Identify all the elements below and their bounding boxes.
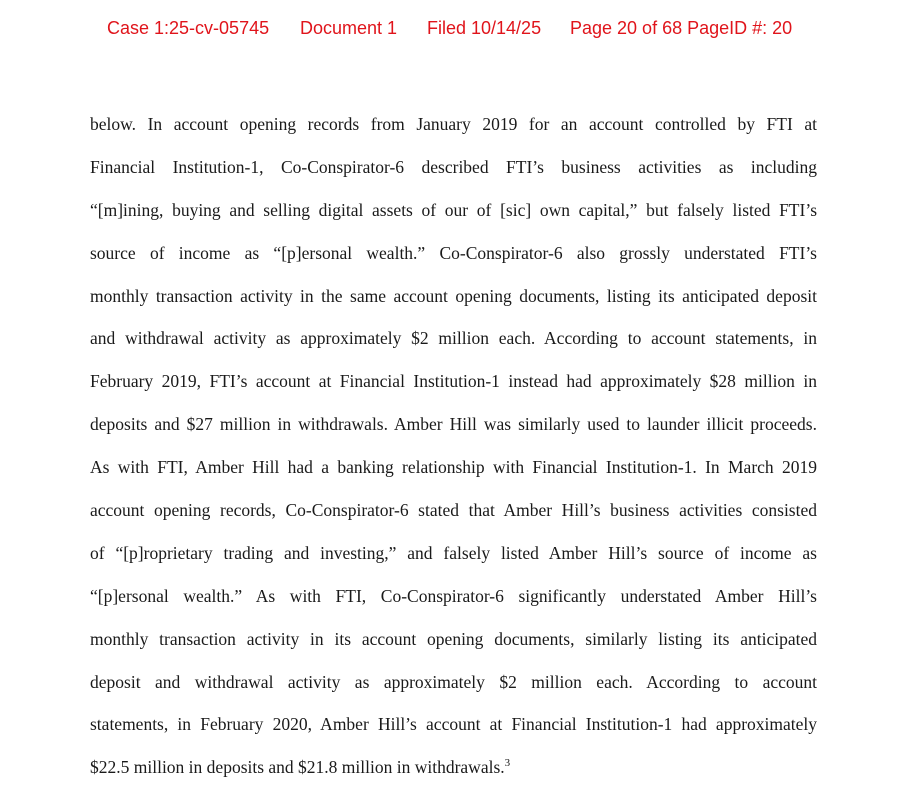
page-header bbox=[0, 18, 910, 44]
text-line: account opening records, Co-Conspirator-6 stated that Amber Hill’s business activities consisted bbox=[90, 500, 817, 521]
filed-date: Filed 10/14/25 bbox=[427, 18, 542, 38]
text-line: As with FTI, Amber Hill had a banking relationship with Financial Institution-1. In March 2019 bbox=[90, 457, 817, 478]
case-number: Case 1:25-cv-05745 bbox=[107, 18, 270, 38]
text-line: source of income as “[p]ersonal wealth.” Co-Conspirator-6 also grossly understated FTI’s bbox=[90, 242, 817, 263]
document-number: Document 1 bbox=[300, 18, 398, 38]
page-id: Page 20 of 68 PageID #: 20 bbox=[570, 18, 793, 38]
text-line: Financial Institution-1, Co-Conspirator-6 described FTI’s business activities as including bbox=[90, 156, 817, 177]
text-line: statements, in February 2020, Amber Hill’s account at Financial Institution-1 had approximately bbox=[90, 714, 817, 735]
text-line: and withdrawal activity as approximately $2 million each. According to account statements, in bbox=[90, 328, 817, 349]
text-line: February 2019, FTI’s account at Financial Institution-1 instead had approximately $28 million in bbox=[90, 371, 817, 392]
text-line: deposits and $27 million in withdrawals. Amber Hill was similarly used to launder illicit proceeds. bbox=[90, 414, 817, 435]
footnote-marker[interactable]: 3 bbox=[504, 757, 511, 770]
text-line: monthly transaction activity in its account opening documents, similarly listing its anticipated bbox=[90, 628, 817, 649]
text-line: monthly transaction activity in the same account opening documents, listing its anticipated deposit bbox=[90, 285, 817, 306]
text-line: $22.5 million in deposits and $21.8 million in withdrawals. bbox=[90, 757, 505, 778]
text-line: of “[p]roprietary trading and investing,” and falsely listed Amber Hill’s source of income as bbox=[90, 542, 817, 563]
text-line: below. In account opening records from January 2019 for an account controlled by FTI at bbox=[90, 114, 817, 134]
text-line: “[m]ining, buying and selling digital assets of our of [sic] own capital,” but falsely listed FTI’s bbox=[90, 199, 817, 220]
text-line-last bbox=[90, 753, 817, 796]
document-body bbox=[90, 110, 817, 796]
text-line: “[p]ersonal wealth.” As with FTI, Co-Conspirator-6 significantly understated Amber Hill’s bbox=[90, 585, 817, 606]
text-line: deposit and withdrawal activity as approximately $2 million each. According to account bbox=[90, 671, 817, 692]
